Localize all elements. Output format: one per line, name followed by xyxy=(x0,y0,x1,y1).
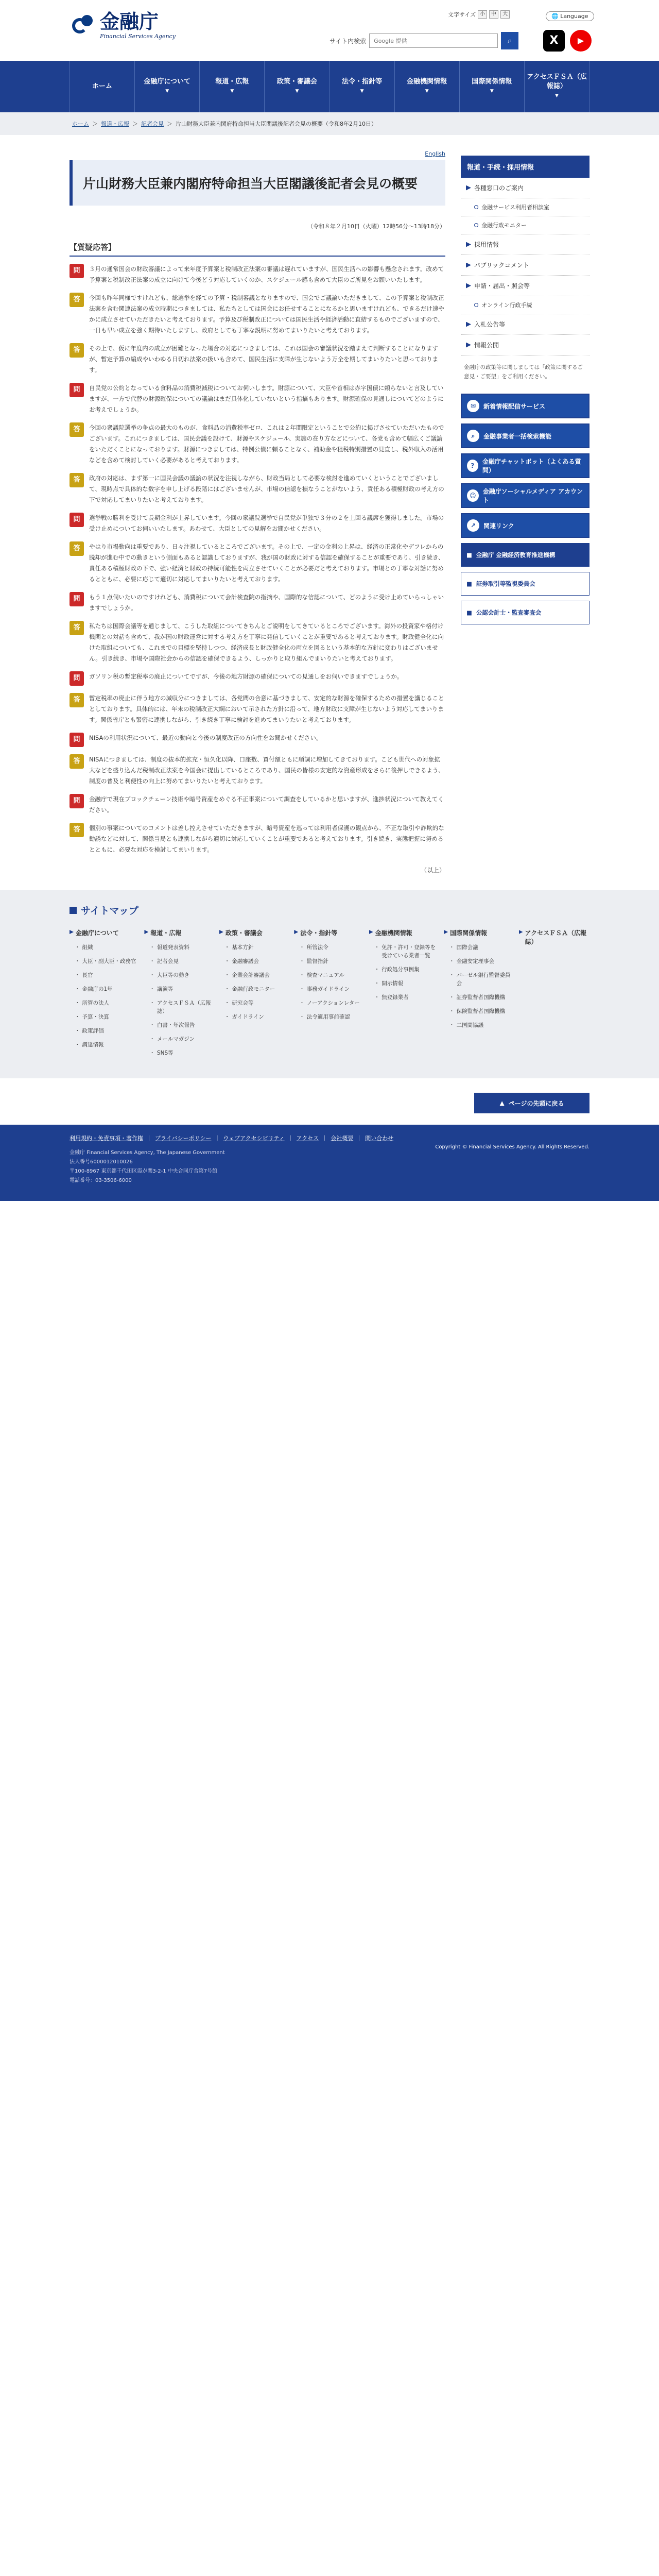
font-size-control xyxy=(448,10,510,19)
search-label: サイト内検索 xyxy=(330,37,367,45)
question-text: もう１点伺いたいのですけれども、消費税について会計検査院の指摘や、国際的な信認について、どのように受け止めていらっしゃいますでしょうか。 xyxy=(89,594,444,612)
sidebar-button-label: 関連リンク xyxy=(483,522,514,530)
qa-item xyxy=(70,693,445,725)
answer-badge: 答 xyxy=(70,473,84,487)
search-input[interactable] xyxy=(369,33,498,48)
sitemap-heading-label: 政策・審議会 xyxy=(225,929,263,937)
nav-item-3[interactable] xyxy=(265,61,330,112)
sidebar-subitem[interactable] xyxy=(461,296,589,314)
sitemap-link[interactable]: ・ 無登録業者 xyxy=(374,993,440,1002)
question-badge: 問 xyxy=(70,592,84,606)
sitemap-link[interactable]: ・ アクセスＦＳＡ（広報誌） xyxy=(149,999,215,1015)
breadcrumb-conference[interactable]: 記者会見 xyxy=(141,121,164,127)
nav-item-5[interactable] xyxy=(395,61,460,112)
sidebar-subitem[interactable] xyxy=(461,216,589,234)
sitemap-column xyxy=(144,928,215,1063)
answer-text: 政府の対応は、まず第一に国民会議の議論の状況を注視しながら、財政当局として必要な検討を進めていくということでございまして、現時点で具体的な数字を申し上げる段階にはございませんが、市場の信認を損なうことがないよう、責任ある積極財政の考え方の下で対応してまいりたいと考えております。 xyxy=(89,474,444,503)
sitemap-link[interactable]: ・ ノーアクションレター xyxy=(299,999,365,1007)
question-text: NISAの利用状況について、最近の動向と今後の制度改正の方向性をお聞かせください。 xyxy=(89,734,322,741)
footer-link[interactable]: 会社概要 xyxy=(331,1135,354,1142)
sitemap-link[interactable]: ・ 国際会議 xyxy=(449,943,514,952)
sitemap-column-heading[interactable] xyxy=(369,928,440,937)
breadcrumb-press[interactable]: 報道・広報 xyxy=(101,121,129,127)
banner-logo-icon: ■ xyxy=(466,609,472,616)
site-search xyxy=(330,32,518,49)
sidebar-banner-0[interactable] xyxy=(461,543,589,567)
answer-text: 今回も昨年同様ですけれども、総選挙を経ての予算・税制審議となりますので、国会でご議論いただきまして、この予算案と税制改正法案を含む関連法案の成立時期につきましては、私たちとしては国会にお任せすることになるかと思いますけれども、できるだけ速やかに成立させていただきたいと考えております。予算及び税制改正については国民生活や経済活動に直結するものでございますので、一日も早い成立を強く期待いたしますし、政府としても丁寧な説明に努めてまいりたいと考えております。 xyxy=(89,294,444,334)
qa-item xyxy=(70,592,445,614)
sidebar-button-3[interactable] xyxy=(461,483,589,508)
fsa-logo-icon xyxy=(72,14,96,38)
qa-item xyxy=(70,671,445,686)
nav-item-label: アクセスＦＳＡ（広報誌） xyxy=(527,73,587,90)
qa-heading: 【質疑応答】 xyxy=(70,242,445,257)
sitemap-link[interactable]: ・ 事務ガイドライン xyxy=(299,985,365,993)
answer-badge: 答 xyxy=(70,823,84,837)
nav-item-label: 金融庁について xyxy=(144,78,191,86)
qa-item xyxy=(70,383,445,415)
sitemap-column xyxy=(444,928,514,1063)
qa-item xyxy=(70,513,445,534)
sidebar-item-label: 情報公開 xyxy=(474,342,499,349)
sitemap-link[interactable]: ・ 企業会計審議会 xyxy=(224,971,290,979)
question-badge: 問 xyxy=(70,733,84,747)
arrow-right-icon xyxy=(466,242,471,247)
arrow-right-icon xyxy=(294,930,298,934)
site-footer xyxy=(0,1125,659,1201)
nav-item-1[interactable] xyxy=(135,61,200,112)
sidebar-button-4[interactable] xyxy=(461,513,589,538)
sitemap-link[interactable]: ・ 金融安定理事会 xyxy=(449,957,514,965)
sitemap-link[interactable]: ・ 金融行政モニター xyxy=(224,985,290,993)
question-text: 金融庁で現在ブロックチェーン技術や暗号資産をめぐる不正事案について調査をしているかと思いますが、進捗状況について教えてください。 xyxy=(89,795,444,814)
chevron-down-icon: ▼ xyxy=(165,89,169,94)
site-header xyxy=(0,0,659,61)
nav-item-label: 金融機関情報 xyxy=(407,78,447,86)
sitemap-column-heading[interactable] xyxy=(70,928,140,937)
sidebar-subitem-label: 金融サービス利用者相談室 xyxy=(481,204,549,211)
sidebar-button-label: 金融庁チャットボット（よくある質問） xyxy=(482,458,581,474)
sitemap-link[interactable]: ・ SNS等 xyxy=(149,1049,215,1057)
sitemap-link[interactable]: ・ 基本方針 xyxy=(224,943,290,952)
sidebar-item-label: 入札公告等 xyxy=(474,321,506,328)
nav-item-0[interactable] xyxy=(70,61,135,112)
conference-date: （令和８年２月10日（火曜）12時56分～13時18分） xyxy=(307,223,445,230)
sidebar-subitem-label: オンライン行政手続 xyxy=(481,302,532,309)
nav-item-label: ホーム xyxy=(92,82,113,90)
qa-item xyxy=(70,754,445,787)
sitemap-link[interactable]: ・ 監督指針 xyxy=(299,957,365,965)
chevron-down-icon: ▼ xyxy=(490,89,494,94)
nav-item-6[interactable] xyxy=(460,61,525,112)
arrow-right-icon xyxy=(466,283,471,289)
sitemap-heading-label: 金融機関情報 xyxy=(375,929,412,937)
chevron-down-icon: ▼ xyxy=(425,89,429,94)
footer-corp-no: 法人番号6000012010026 xyxy=(70,1159,133,1165)
banner-label: 金融庁 金融経済教育推進機構 xyxy=(476,551,556,558)
back-to-top-button[interactable]: ▲ ページの先頭に戻る xyxy=(474,1093,589,1113)
banner-logo-icon: ■ xyxy=(466,580,472,587)
x-twitter-icon[interactable]: X xyxy=(543,30,565,52)
footer-link[interactable]: アクセス xyxy=(296,1135,319,1142)
arrow-right-icon xyxy=(466,185,471,191)
answer-text: 個別の事案についてのコメントは差し控えさせていただきますが、暗号資産を巡っては利用者保護の観点から、不正な取引や詐欺的な勧誘などに対して、関係当局とも連携しながら適切に対応していくことが重要であると考えております。引き続き、実態把握に努めるとともに、必要な対応を検討してまいります。 xyxy=(89,824,444,853)
sitemap-link[interactable]: ・ 報道発表資料 xyxy=(149,943,215,952)
copyright: Copyright © Financial Services Agency. All Rights Reserved. xyxy=(435,1144,589,1150)
sidebar-item-label: 各種窓口のご案内 xyxy=(474,184,524,192)
sitemap-column-heading[interactable] xyxy=(219,928,290,937)
sns-links xyxy=(543,30,592,52)
question-text: ３月の通常国会の財政審議によって来年度予算案と税制改正法案の審議は遅れていますが、国民生活への影響も懸念されます。改めて予算案と税制改正法案の成立に向けて今後どう対応していくのか、スケジュール感も含めて大臣のご所見をお願いいたします。 xyxy=(89,265,444,283)
qa-item xyxy=(70,343,445,376)
arrow-up-icon: ▲ xyxy=(499,1099,505,1107)
font-size-large-button[interactable]: 大 xyxy=(500,10,510,19)
sidebar-item-0[interactable] xyxy=(461,178,589,198)
sitemap-column xyxy=(70,928,140,1063)
sitemap-column-heading[interactable] xyxy=(444,928,514,937)
sitemap-link[interactable]: ・ 大臣・副大臣・政務官 xyxy=(75,957,140,965)
qa-item xyxy=(70,264,445,285)
service-icon: ✉ xyxy=(467,400,479,412)
sidebar-button-label: 新着情報配信サービス xyxy=(483,402,546,410)
sidebar-heading: 報道・手続・採用情報 xyxy=(461,156,589,178)
sitemap-link[interactable]: ・ 金融庁の1年 xyxy=(75,985,140,993)
end-mark: （以上） xyxy=(420,867,445,874)
sitemap-heading-label: 法令・指針等 xyxy=(300,929,338,937)
sitemap-link[interactable]: ・ 政策評価 xyxy=(75,1027,140,1035)
sitemap-link[interactable]: ・ 免許・許可・登録等を受けている業者一覧 xyxy=(374,943,440,960)
circle-icon xyxy=(474,303,478,307)
arrow-right-icon xyxy=(369,930,373,934)
footer-org: 金融庁 Financial Services Agency, The Japanese Government xyxy=(70,1150,225,1156)
arrow-right-icon xyxy=(70,930,74,934)
nav-item-4[interactable] xyxy=(330,61,395,112)
answer-text: 私たちは国際会議等を通じまして、こうした取組についてきちんとご説明をしてきているところでございます。海外の投資家や格付け機関との対話も含めて、我が国の財政運営に対する考え方を丁寧に発信していくことが重要であると考えております。財政健全化に向けた取組についても、これまでの目標を堅持しつつ、経済成長と財政健全化の両立を図るという基本的な方針に変わりはございません。引き続き、市場や国際社会からの信認を確保できるよう、しっかりと取り組んでまいりたいと考えております。 xyxy=(89,622,444,662)
nav-item-label: 法令・指針等 xyxy=(342,78,383,86)
breadcrumb-current: 片山財務大臣兼内閣府特命担当大臣閣議後記者会見の概要（令和8年2月10日） xyxy=(176,121,377,127)
sitemap-link[interactable]: ・ 所管法令 xyxy=(299,943,365,952)
sitemap-link[interactable]: ・ 組織 xyxy=(75,943,140,952)
banner-logo-icon: ■ xyxy=(466,551,472,558)
page-title: 片山財務大臣兼内閣府特命担当大臣閣議後記者会見の概要 xyxy=(70,160,445,206)
footer-separator: ｜ xyxy=(322,1135,328,1142)
english-link[interactable]: English xyxy=(425,150,445,157)
footer-separator: ｜ xyxy=(214,1135,220,1142)
sitemap-heading-label: 国際関係情報 xyxy=(450,929,488,937)
chevron-down-icon: ▼ xyxy=(554,93,559,98)
logo-text: 金融庁 xyxy=(100,10,159,33)
nav-item-label: 政策・審議会 xyxy=(276,78,317,86)
sidebar xyxy=(461,156,589,630)
sitemap-link[interactable]: ・ 調達情報 xyxy=(75,1041,140,1049)
sidebar-item-label: パブリックコメント xyxy=(474,262,529,269)
font-size-small-button[interactable]: 小 xyxy=(478,10,487,19)
qa-item xyxy=(70,621,445,664)
sitemap-link[interactable]: ・ 開示情報 xyxy=(374,979,440,988)
arrow-right-icon xyxy=(519,930,523,934)
question-badge: 問 xyxy=(70,383,84,397)
chevron-down-icon: ▼ xyxy=(295,89,299,94)
search-button[interactable]: ⌕ xyxy=(501,32,518,49)
qa-item xyxy=(70,733,445,747)
sidebar-button-label: 金融事業者一括検索機能 xyxy=(483,432,552,440)
sitemap-column xyxy=(294,928,365,1063)
question-badge: 問 xyxy=(70,794,84,808)
breadcrumb-home[interactable]: ホーム xyxy=(72,121,89,127)
sidebar-button-1[interactable] xyxy=(461,423,589,448)
sitemap-link[interactable]: ・ 研究会等 xyxy=(224,999,290,1007)
qa-item xyxy=(70,794,445,816)
footer-separator: ｜ xyxy=(287,1135,293,1142)
footer-separator: ｜ xyxy=(356,1135,362,1142)
banner-label: 公認会計士・監査審査会 xyxy=(476,609,542,616)
sitemap-link[interactable]: ・ 所管の法人 xyxy=(75,999,140,1007)
arrow-right-icon xyxy=(466,263,471,268)
arrow-right-icon xyxy=(144,930,148,934)
question-text: 選挙戦の勝利を受けて長期金利が上昇しています。今回の衆議院選挙で自民党が単独で３分の２を上回る議席を獲得しました。市場の受け止めについてお伺いいたします。あわせて、大臣としての見解をお聞かせください。 xyxy=(89,514,444,532)
sitemap xyxy=(0,890,659,1078)
answer-badge: 答 xyxy=(70,693,84,707)
sidebar-button-0[interactable] xyxy=(461,394,589,418)
sitemap-column-heading[interactable] xyxy=(294,928,365,937)
arrow-right-icon xyxy=(219,930,223,934)
answer-text: その上で、仮に年度内の成立が困難となった場合の対応につきましては、これは国会の審議状況を踏まえて判断することになりますが、暫定予算の編成やいわゆる日切れ法案の扱いも含めて、国民生活に支障が生じないよう万全を期してまいりたいと思っております。 xyxy=(89,345,439,374)
sitemap-column xyxy=(519,928,589,1063)
question-badge: 問 xyxy=(70,671,84,686)
chevron-down-icon: ▼ xyxy=(230,89,234,94)
sitemap-column xyxy=(219,928,290,1063)
global-nav xyxy=(0,61,659,112)
language-button[interactable]: 🌐 Language xyxy=(546,11,594,21)
footer-link[interactable]: プライバシーポリシー xyxy=(155,1135,212,1142)
circle-icon xyxy=(474,205,478,209)
service-icon: ⌕ xyxy=(467,430,479,442)
sitemap-link[interactable]: ・ 長官 xyxy=(75,971,140,979)
answer-badge: 答 xyxy=(70,754,84,769)
arrow-right-icon xyxy=(444,930,448,934)
breadcrumb: ホーム ＞ 報道・広報 ＞ 記者会見 ＞ 片山財務大臣兼内閣府特命担当大臣閣議後記者会見の概要（令和8年2月10日） xyxy=(0,112,659,135)
qa-item xyxy=(70,823,445,855)
sidebar-button-label: 金融庁ソーシャルメディア アカウント xyxy=(482,488,583,504)
sidebar-subitem[interactable] xyxy=(461,198,589,216)
service-icon: ? xyxy=(467,460,478,472)
sitemap-heading-label: アクセスＦＳＡ（広報誌） xyxy=(525,929,587,945)
qa-item xyxy=(70,541,445,585)
font-size-label: 文字サイズ xyxy=(448,11,476,18)
sidebar-note: 金融庁の政策等に関しましては「政策に関するご意見・ご要望」をご利用ください。 xyxy=(464,364,583,380)
sidebar-banner-1[interactable] xyxy=(461,572,589,596)
sitemap-link[interactable]: ・ 白書・年次報告 xyxy=(149,1021,215,1029)
sitemap-link[interactable]: ・ 大臣等の動き xyxy=(149,971,215,979)
qa-item xyxy=(70,473,445,505)
sidebar-item-3[interactable] xyxy=(461,276,589,296)
sitemap-link[interactable]: ・ 二国間協議 xyxy=(449,1021,514,1029)
sitemap-link[interactable]: ・ 記者会見 xyxy=(149,957,215,965)
arrow-right-icon xyxy=(466,322,471,327)
sitemap-link[interactable]: ・ 法令適用事前確認 xyxy=(299,1013,365,1021)
sitemap-heading-label: 報道・広報 xyxy=(150,929,182,937)
sidebar-banner-2[interactable] xyxy=(461,601,589,624)
circle-icon xyxy=(474,223,478,227)
sitemap-column-heading[interactable] xyxy=(519,928,589,946)
answer-text: やはり市場動向は重要であり、日々注視しているところでございます。その上で、一定の金利の上昇は、経済の正常化やデフレからの脱却が進む中での動きという側面もあると認識しておりますが、我が国の財政に対する信認を確保することが重要であり、引き続き、責任ある積極財政の下で、強い経済と財政の持続可能性を両立させていくことが必要だと考えております。市場との丁寧な対話に努めるとともに、必要に応じて適切に対応してまいりたいと考えております。 xyxy=(89,543,444,583)
sitemap-column-heading[interactable] xyxy=(144,928,215,937)
sitemap-link[interactable]: ・ 証券監督者国際機構 xyxy=(449,993,514,1002)
answer-badge: 答 xyxy=(70,293,84,307)
nav-item-7[interactable] xyxy=(525,61,589,112)
answer-badge: 答 xyxy=(70,343,84,358)
sitemap-link[interactable]: ・ 講演等 xyxy=(149,985,215,993)
sidebar-item-label: 採用情報 xyxy=(474,241,499,248)
sidebar-item-1[interactable] xyxy=(461,234,589,255)
sitemap-heading-label: 金融庁について xyxy=(76,929,119,937)
nav-item-2[interactable] xyxy=(200,61,265,112)
footer-link[interactable]: 利用規約・免責事項・著作権 xyxy=(70,1135,143,1142)
logo-subtext: Financial Services Agency xyxy=(100,33,176,40)
service-icon: ↗ xyxy=(467,519,479,532)
service-icon: ☺ xyxy=(467,489,479,502)
site-logo[interactable] xyxy=(72,11,176,40)
sitemap-link[interactable]: ・ バーゼル銀行監督委員会 xyxy=(449,971,514,988)
sitemap-link[interactable]: ・ ガイドライン xyxy=(224,1013,290,1021)
answer-text: 暫定税率の廃止に伴う地方の減収分につきましては、各党間の合意に基づきまして、安定的な財源を確保するための措置を講じることとしております。具体的には、年末の税制改正大綱において示された方針に沿って、地方財政に支障が生じないよう対応してまいります。関係省庁とも緊密に連携しながら、引き続き丁寧に検討を進めてまいりたいと考えております。 xyxy=(89,694,444,723)
footer-link[interactable]: ウェブアクセシビリティ xyxy=(223,1135,285,1142)
footer-tel: 電話番号：03-3506-6000 xyxy=(70,1178,132,1183)
qa-list xyxy=(70,264,445,855)
sidebar-item-2[interactable] xyxy=(461,255,589,276)
sitemap-link[interactable]: ・ 保険監督者国際機構 xyxy=(449,1007,514,1015)
sitemap-column xyxy=(369,928,440,1063)
answer-text: NISAにつきましては、制度の抜本的拡充・恒久化以降、口座数、買付額ともに順調に増加してきております。こども世代への対象拡大などを盛り込んだ税制改正法案を今国会に提出しているところであり、国民の皆様の安定的な資産形成をさらに後押しできるよう、制度の普及と利便性の向上に努めてまいりたいと考えております。 xyxy=(89,756,444,785)
sitemap-title: サイトマップ xyxy=(81,905,138,917)
font-size-medium-button[interactable]: 中 xyxy=(489,10,498,19)
sitemap-link[interactable]: ・ メールマガジン xyxy=(149,1035,215,1043)
sidebar-item-label: 申請・届出・照会等 xyxy=(474,282,530,290)
question-badge: 問 xyxy=(70,513,84,527)
sitemap-link[interactable]: ・ 行政処分事例集 xyxy=(374,965,440,974)
sidebar-button-2[interactable] xyxy=(461,453,589,478)
youtube-icon[interactable]: ▶ xyxy=(570,30,592,52)
nav-item-label: 国際関係情報 xyxy=(472,78,512,86)
sitemap-link[interactable]: ・ 予算・決算 xyxy=(75,1013,140,1021)
nav-item-label: 報道・広報 xyxy=(215,78,249,86)
qa-item xyxy=(70,422,445,466)
question-text: ガソリン税の暫定税率の廃止についてですが、今後の地方財源の確保についての見通しをお伺いできますでしょうか。 xyxy=(89,673,403,680)
answer-text: 今回の衆議院選挙の争点の最大のものが、食料品の消費税率ゼロ、これは２年間限定ということで公約に掲げさせていただいたものでございます。これにつきましては、国民会議を設けて、財源やスケジュール、実施の在り方などについて、各党も含めて幅広くご議論をいただくことになっております。財源につきましては、特例公債に頼ることなく、補助金や租税特別措置の見直し、税外収入の活用などを含めて検討していく必要があると考えております。 xyxy=(89,424,444,464)
sidebar-item-5[interactable] xyxy=(461,335,589,355)
footer-link[interactable]: 問い合わせ xyxy=(365,1135,394,1142)
banner-label: 証券取引等監視委員会 xyxy=(476,580,535,587)
sidebar-item-4[interactable] xyxy=(461,314,589,335)
footer-separator: ｜ xyxy=(146,1135,152,1142)
sitemap-link[interactable]: ・ 検査マニュアル xyxy=(299,971,365,979)
answer-badge: 答 xyxy=(70,541,84,556)
sitemap-link[interactable]: ・ 金融審議会 xyxy=(224,957,290,965)
footer-address: 〒100-8967 東京都千代田区霞が関3-2-1 中央合同庁舎第7号館 xyxy=(70,1168,218,1174)
arrow-right-icon xyxy=(466,343,471,348)
answer-badge: 答 xyxy=(70,422,84,437)
qa-item xyxy=(70,293,445,336)
question-badge: 問 xyxy=(70,264,84,278)
sitemap-icon xyxy=(70,907,77,914)
chevron-down-icon: ▼ xyxy=(360,89,364,94)
main-content xyxy=(70,150,445,874)
question-text: 自民党の公約となっている食料品の消費税減税についてお伺いします。財源について、大臣や首相は赤字国債に頼らないと言及していますが、一方で代替の財源確保についての議論はまだ具体化していないという指摘もあります。財源確保の見通しについてどのようにお考えでしょうか。 xyxy=(89,384,444,413)
answer-badge: 答 xyxy=(70,621,84,635)
sidebar-subitem-label: 金融行政モニター xyxy=(481,222,527,229)
